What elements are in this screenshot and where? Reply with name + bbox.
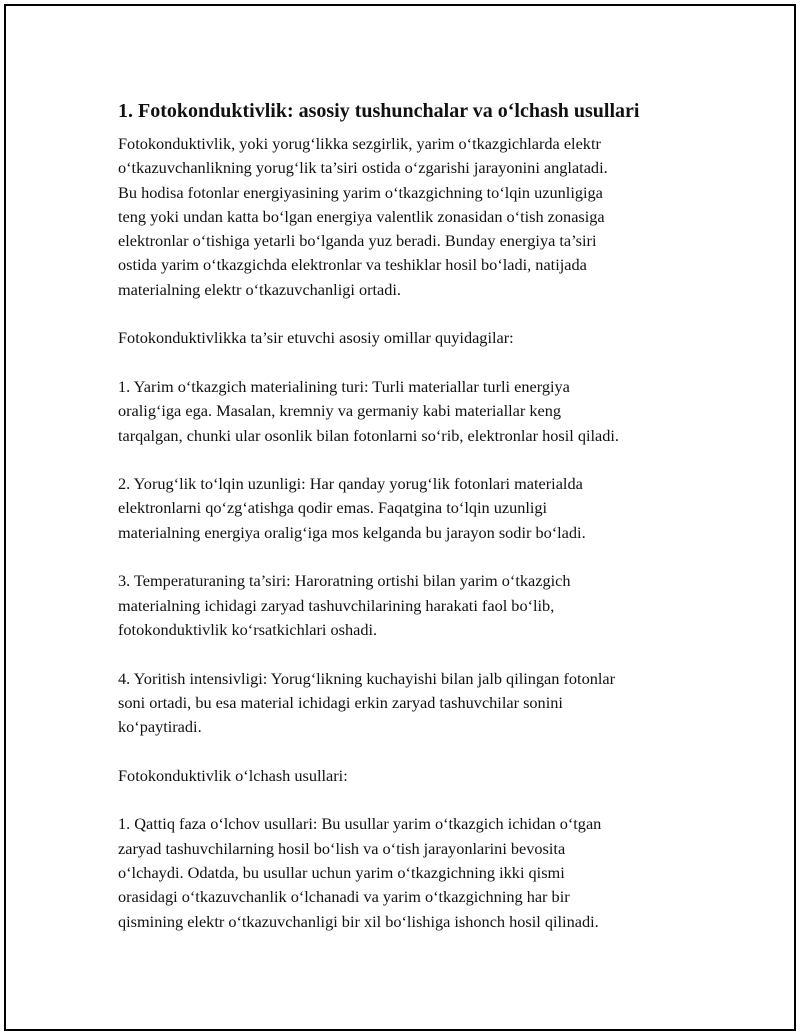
text-line: soni ortadi, bu esa material ichidagi erkin zaryad tashuvchilar sonini (118, 692, 563, 712)
text-line: 2. Yorug‘lik to‘lqin uzunligi: Har qanday yorug‘lik fotonlari materialda (118, 474, 583, 494)
paragraph-list (118, 132, 698, 934)
paragraph (118, 667, 698, 740)
text-line: o‘lchaydi. Odatda, bu usullar uchun yarim o‘tkazgichning ikki qismi (118, 862, 565, 882)
text-line: ostida yarim o‘tkazgichda elektronlar va teshiklar hosil bo‘ladi, natijada (118, 255, 587, 275)
text-line: orasidagi o‘tkazuvchanlik o‘lchanadi va yarim o‘tkazgichning har bir (118, 887, 570, 907)
document-title: 1. Fotokonduktivlik: asosiy tushunchalar va o‘lchash usullari (118, 100, 640, 122)
text-line: elektronlar o‘tishiga yetarli bo‘lganda yuz beradi. Bunday energiya ta’siri (118, 231, 597, 251)
text-line: Fotokonduktivlik, yoki yorug‘likka sezgirlik, yarim o‘tkazgichlarda elektr (118, 134, 601, 153)
text-line: tarqalgan, chunki ular osonlik bilan fotonlarni so‘rib, elektronlar hosil qiladi. (118, 425, 619, 445)
paragraph (118, 326, 698, 350)
text-line: materialning ichidagi zaryad tashuvchilarining harakati faol bo‘lib, (118, 595, 555, 615)
text-line: oralig‘iga ega. Masalan, kremniy va germaniy kabi materiallar keng (118, 401, 562, 421)
text-line: 3. Temperaturaning ta’siri: Haroratning ortishi bilan yarim o‘tkazgich (118, 571, 571, 591)
text-line: qismining elektr o‘tkazuvchanligi bir xil bo‘lishiga ishonch hosil qilinadi. (118, 911, 599, 931)
text-line: 1. Yarim o‘tkazgich materialining turi: Turli materiallar turli energiya (118, 376, 570, 396)
text-line: 4. Yoritish intensivligi: Yorug‘likning kuchayishi bilan jalb qilingan fotonlar (118, 668, 616, 688)
text-line: teng yoki undan katta bo‘lgan energiya valentlik zonasidan o‘tish zonasiga (118, 206, 605, 226)
text-line: 1. Qattiq faza o‘lchov usullari: Bu usullar yarim o‘tkazgich ichidan o‘tgan (118, 814, 602, 834)
paragraph (118, 472, 698, 545)
text-line: Fotokonduktivlikka ta’sir etuvchi asosiy omillar quyidagilar: (118, 328, 514, 348)
text-line: ko‘paytiradi. (118, 717, 202, 737)
text-line: zaryad tashuvchilarning hosil bo‘lish va o‘tish jarayonlarini bevosita (118, 838, 566, 858)
text-line: o‘tkazuvchanlikning yorug‘lik ta’siri ostida o‘zgarishi jarayonini anglatadi. (118, 158, 608, 178)
paragraph (118, 764, 698, 788)
text-line: elektronlarni qo‘zg‘atishga qodir emas. Faqatgina to‘lqin uzunligi (118, 498, 548, 518)
document-body (118, 98, 698, 958)
paragraph (118, 569, 698, 642)
text-line: Bu hodisa fotonlar energiyasining yarim o‘tkazgichning to‘lqin uzunligiga (118, 182, 603, 202)
document-page (4, 4, 796, 1031)
text-line: Fotokonduktivlik o‘lchash usullari: (118, 765, 348, 785)
paragraph (118, 132, 698, 302)
paragraph (118, 812, 698, 933)
text-line: materialning energiya oralig‘iga mos kelganda bu jarayon sodir bo‘ladi. (118, 522, 586, 542)
text-line: materialning elektr o‘tkazuvchanligi ortadi. (118, 279, 402, 299)
paragraph (118, 375, 698, 448)
text-line: fotokonduktivlik ko‘rsatkichlari oshadi. (118, 619, 378, 639)
